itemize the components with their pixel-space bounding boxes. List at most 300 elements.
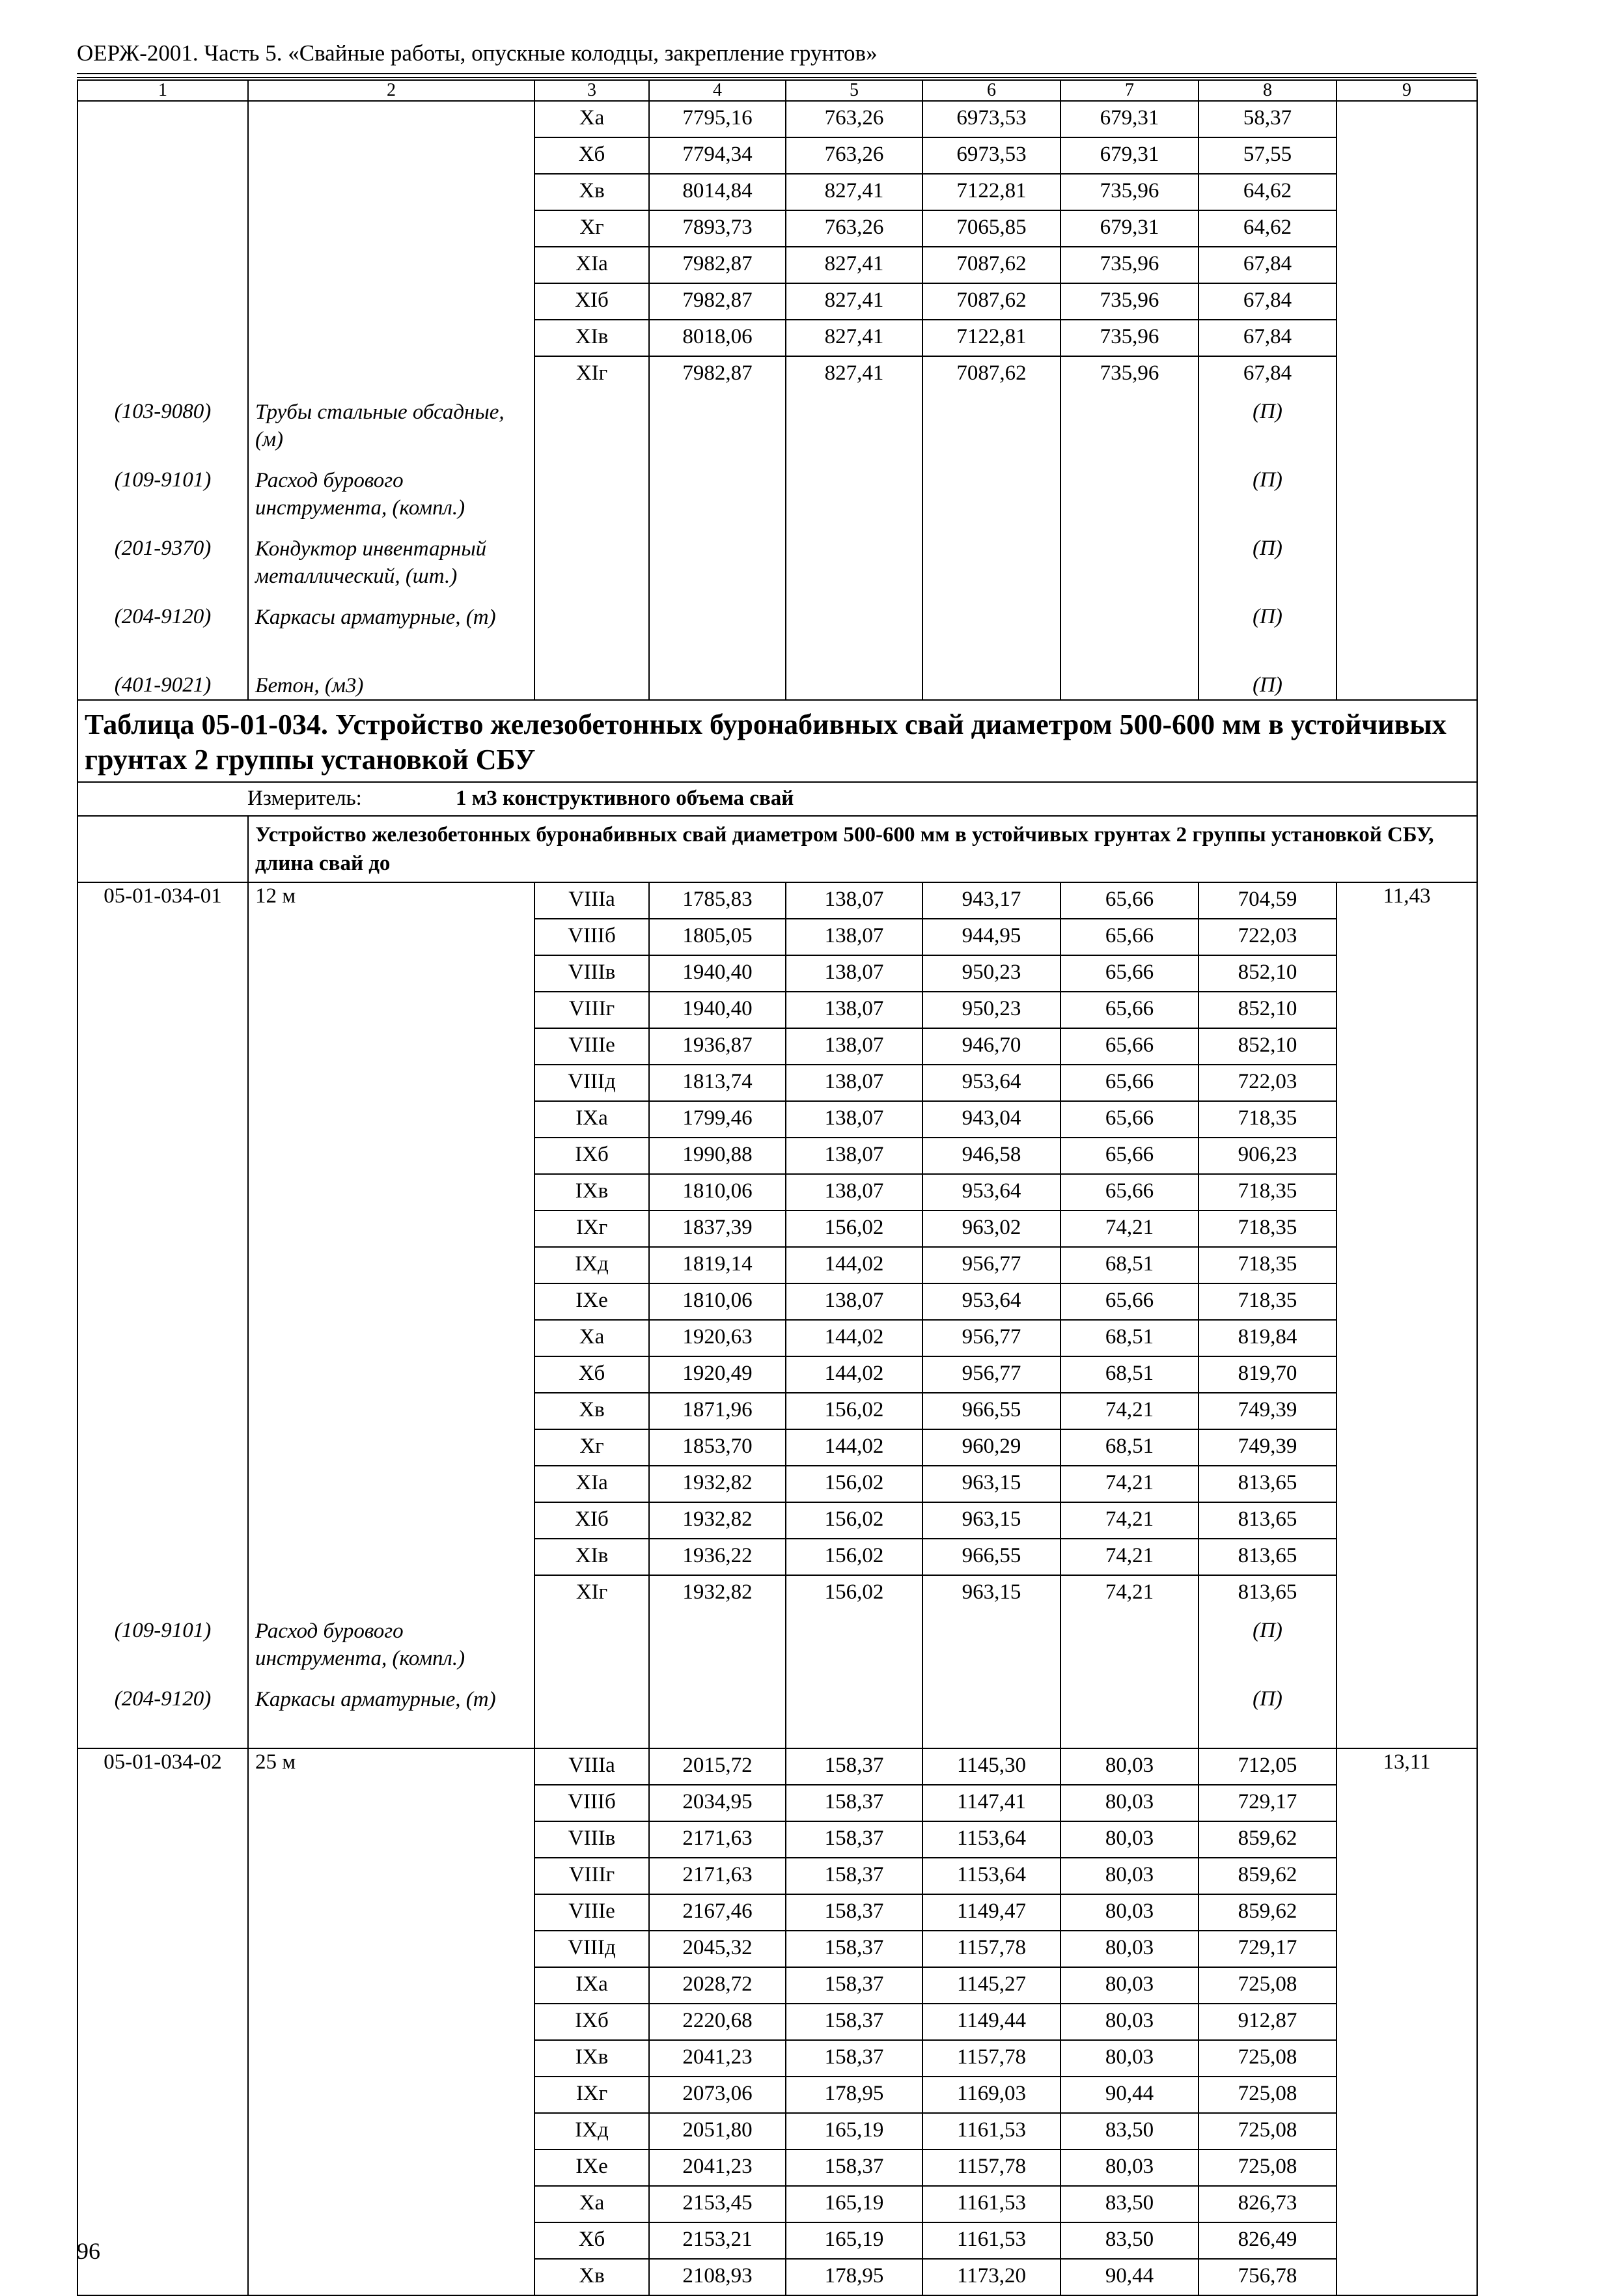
resource-name: Трубы стальные обсадные, (м) bbox=[248, 392, 534, 460]
empty-cell bbox=[1337, 992, 1477, 1028]
material-cost: 852,10 bbox=[1198, 1028, 1337, 1065]
machinist-wages: 80,03 bbox=[1060, 1858, 1198, 1894]
resource-mark: (П) bbox=[1198, 1679, 1337, 1748]
resource-code: (204-9120) bbox=[77, 597, 248, 665]
empty-cell bbox=[248, 1101, 534, 1138]
empty-cell bbox=[248, 1785, 534, 1821]
material-cost: 58,37 bbox=[1198, 101, 1337, 137]
empty-cell bbox=[77, 283, 248, 320]
empty-cell bbox=[248, 356, 534, 392]
material-cost: 813,65 bbox=[1198, 1575, 1337, 1611]
machine-cost: 1157,78 bbox=[922, 1931, 1060, 1967]
material-cost: 859,62 bbox=[1198, 1858, 1337, 1894]
header-rule-top bbox=[77, 73, 1476, 74]
table-title: Таблица 05-01-034. Устройство железобетонных буронабивных свай диаметром 500-600 мм в устойчивых грунтах 2 группы установкой СБУ bbox=[77, 700, 1477, 782]
rate-row bbox=[77, 919, 1477, 955]
soil-group: Xг bbox=[534, 1429, 649, 1466]
resource-code: (401-9021) bbox=[77, 665, 248, 700]
empty-cell bbox=[1337, 1611, 1477, 1679]
empty-cell bbox=[1337, 2077, 1477, 2113]
machine-cost: 1149,44 bbox=[922, 2004, 1060, 2040]
machine-cost: 7122,81 bbox=[922, 320, 1060, 356]
empty-cell bbox=[534, 665, 649, 700]
machine-cost: 963,15 bbox=[922, 1466, 1060, 1502]
measure-row bbox=[77, 782, 1477, 816]
direct-cost: 1810,06 bbox=[649, 1283, 786, 1320]
column-number: 4 bbox=[649, 80, 786, 101]
machinist-wages: 65,66 bbox=[1060, 955, 1198, 992]
material-cost: 725,08 bbox=[1198, 2149, 1337, 2186]
empty-cell bbox=[1060, 392, 1198, 460]
material-cost: 826,73 bbox=[1198, 2186, 1337, 2222]
resource-mark: (П) bbox=[1198, 1611, 1337, 1679]
material-cost: 725,08 bbox=[1198, 2040, 1337, 2077]
empty-cell bbox=[77, 1931, 248, 1967]
resource-name: Каркасы арматурные, (т) bbox=[248, 1679, 534, 1748]
soil-group: IXд bbox=[534, 1247, 649, 1283]
item-name: 12 м bbox=[248, 882, 534, 919]
empty-cell bbox=[1337, 1065, 1477, 1101]
empty-cell bbox=[922, 1611, 1060, 1679]
empty-cell bbox=[77, 2149, 248, 2186]
direct-cost: 1837,39 bbox=[649, 1211, 786, 1247]
empty-cell bbox=[1337, 460, 1477, 529]
column-number: 8 bbox=[1198, 80, 1337, 101]
material-cost: 718,35 bbox=[1198, 1211, 1337, 1247]
running-header: ОЕРЖ-2001. Часть 5. «Свайные работы, опускные колодцы, закрепление грунтов» bbox=[77, 40, 878, 66]
empty-cell bbox=[922, 529, 1060, 597]
soil-group: XIб bbox=[534, 283, 649, 320]
labor-wages: 156,02 bbox=[786, 1211, 922, 1247]
machine-cost: 7087,62 bbox=[922, 283, 1060, 320]
direct-cost: 2041,23 bbox=[649, 2040, 786, 2077]
empty-cell bbox=[1337, 1247, 1477, 1283]
empty-cell bbox=[1337, 1429, 1477, 1466]
rate-row bbox=[77, 174, 1477, 210]
column-number: 7 bbox=[1060, 80, 1198, 101]
empty-cell bbox=[248, 1502, 534, 1539]
rate-row bbox=[77, 1283, 1477, 1320]
empty-cell bbox=[1337, 174, 1477, 210]
empty-cell bbox=[1337, 1785, 1477, 1821]
soil-group: VIIIа bbox=[534, 1748, 649, 1785]
header-rule-bottom bbox=[77, 77, 1476, 78]
rate-row bbox=[77, 210, 1477, 247]
empty-cell bbox=[1337, 919, 1477, 955]
empty-cell bbox=[248, 1393, 534, 1429]
labor-wages: 144,02 bbox=[786, 1356, 922, 1393]
empty-cell bbox=[1337, 320, 1477, 356]
machine-cost: 1147,41 bbox=[922, 1785, 1060, 1821]
machinist-wages: 65,66 bbox=[1060, 882, 1198, 919]
machine-cost: 943,17 bbox=[922, 882, 1060, 919]
labor-wages: 138,07 bbox=[786, 1065, 922, 1101]
resource-mark: (П) bbox=[1198, 529, 1337, 597]
empty-cell bbox=[77, 1858, 248, 1894]
rates-table-body bbox=[77, 80, 1477, 2295]
empty-cell bbox=[77, 816, 248, 882]
empty-cell bbox=[248, 1967, 534, 2004]
soil-group: Xб bbox=[534, 137, 649, 174]
empty-cell bbox=[77, 1211, 248, 1247]
soil-group: XIг bbox=[534, 356, 649, 392]
direct-cost: 1853,70 bbox=[649, 1429, 786, 1466]
material-cost: 749,39 bbox=[1198, 1429, 1337, 1466]
empty-cell bbox=[77, 1429, 248, 1466]
rate-row bbox=[77, 1138, 1477, 1174]
direct-cost: 1813,74 bbox=[649, 1065, 786, 1101]
empty-cell bbox=[248, 320, 534, 356]
soil-group: IXа bbox=[534, 1101, 649, 1138]
empty-cell bbox=[786, 665, 922, 700]
labor-wages: 158,37 bbox=[786, 1748, 922, 1785]
rates-table bbox=[77, 79, 1478, 2296]
rate-row bbox=[77, 2186, 1477, 2222]
empty-cell bbox=[77, 174, 248, 210]
empty-cell bbox=[77, 2004, 248, 2040]
labor-wages: 138,07 bbox=[786, 1101, 922, 1138]
direct-cost: 2034,95 bbox=[649, 1785, 786, 1821]
empty-cell bbox=[534, 1679, 649, 1748]
empty-cell bbox=[77, 1247, 248, 1283]
direct-cost: 1940,40 bbox=[649, 955, 786, 992]
empty-cell bbox=[77, 2222, 248, 2259]
direct-cost: 1932,82 bbox=[649, 1466, 786, 1502]
machinist-wages: 80,03 bbox=[1060, 1967, 1198, 2004]
direct-cost: 2051,80 bbox=[649, 2113, 786, 2149]
rate-row bbox=[77, 1575, 1477, 1611]
empty-cell bbox=[77, 1393, 248, 1429]
labor-wages: 165,19 bbox=[786, 2186, 922, 2222]
column-number-row bbox=[77, 80, 1477, 101]
machinist-wages: 80,03 bbox=[1060, 2040, 1198, 2077]
machinist-wages: 65,66 bbox=[1060, 1174, 1198, 1211]
material-cost: 718,35 bbox=[1198, 1283, 1337, 1320]
machine-cost: 1153,64 bbox=[922, 1858, 1060, 1894]
empty-cell bbox=[1337, 1894, 1477, 1931]
column-number: 3 bbox=[534, 80, 649, 101]
machinist-wages: 80,03 bbox=[1060, 2004, 1198, 2040]
empty-cell bbox=[1337, 2004, 1477, 2040]
material-cost: 906,23 bbox=[1198, 1138, 1337, 1174]
resource-mark: (П) bbox=[1198, 460, 1337, 529]
empty-cell bbox=[248, 1247, 534, 1283]
empty-cell bbox=[248, 137, 534, 174]
rates-table-container bbox=[77, 79, 1476, 2296]
direct-cost: 7795,16 bbox=[649, 101, 786, 137]
item-code: 05-01-034-01 bbox=[77, 882, 248, 919]
soil-group: Xа bbox=[534, 1320, 649, 1356]
machinist-wages: 80,03 bbox=[1060, 1894, 1198, 1931]
machinist-wages: 83,50 bbox=[1060, 2222, 1198, 2259]
rate-row bbox=[77, 2222, 1477, 2259]
empty-cell bbox=[1337, 1967, 1477, 2004]
rate-row bbox=[77, 1502, 1477, 1539]
machine-cost: 953,64 bbox=[922, 1174, 1060, 1211]
soil-group: VIIIе bbox=[534, 1894, 649, 1931]
rate-row bbox=[77, 992, 1477, 1028]
empty-cell bbox=[649, 1679, 786, 1748]
machinist-wages: 68,51 bbox=[1060, 1356, 1198, 1393]
measure-cell bbox=[77, 782, 1477, 816]
empty-cell bbox=[1060, 1679, 1198, 1748]
machinist-wages: 80,03 bbox=[1060, 2149, 1198, 2186]
empty-cell bbox=[1337, 1575, 1477, 1611]
machinist-wages: 74,21 bbox=[1060, 1575, 1198, 1611]
machinist-wages: 90,44 bbox=[1060, 2259, 1198, 2295]
empty-cell bbox=[1337, 247, 1477, 283]
resource-row bbox=[77, 1679, 1477, 1748]
soil-group: IXб bbox=[534, 2004, 649, 2040]
material-cost: 859,62 bbox=[1198, 1821, 1337, 1858]
empty-cell bbox=[1337, 1138, 1477, 1174]
empty-cell bbox=[77, 1174, 248, 1211]
resource-row bbox=[77, 529, 1477, 597]
empty-cell bbox=[1337, 1101, 1477, 1138]
machinist-wages: 65,66 bbox=[1060, 992, 1198, 1028]
machine-cost: 950,23 bbox=[922, 992, 1060, 1028]
direct-cost: 1805,05 bbox=[649, 919, 786, 955]
empty-cell bbox=[248, 1575, 534, 1611]
empty-cell bbox=[1337, 1821, 1477, 1858]
labor-wages: 138,07 bbox=[786, 882, 922, 919]
direct-cost: 7982,87 bbox=[649, 283, 786, 320]
material-cost: 819,70 bbox=[1198, 1356, 1337, 1393]
soil-group: IXв bbox=[534, 2040, 649, 2077]
empty-cell bbox=[1337, 955, 1477, 992]
rate-row bbox=[77, 1101, 1477, 1138]
labor-wages: 178,95 bbox=[786, 2259, 922, 2295]
machinist-wages: 65,66 bbox=[1060, 1283, 1198, 1320]
machine-cost: 956,77 bbox=[922, 1356, 1060, 1393]
material-cost: 64,62 bbox=[1198, 174, 1337, 210]
empty-cell bbox=[922, 1679, 1060, 1748]
labor-wages: 138,07 bbox=[786, 992, 922, 1028]
soil-group: Xв bbox=[534, 1393, 649, 1429]
labor-wages: 138,07 bbox=[786, 1028, 922, 1065]
empty-cell bbox=[1337, 2113, 1477, 2149]
rate-row bbox=[77, 1466, 1477, 1502]
empty-cell bbox=[77, 1320, 248, 1356]
empty-cell bbox=[248, 1320, 534, 1356]
soil-group: IXг bbox=[534, 1211, 649, 1247]
material-cost: 722,03 bbox=[1198, 1065, 1337, 1101]
empty-cell bbox=[1337, 665, 1477, 700]
empty-cell bbox=[77, 992, 248, 1028]
material-cost: 859,62 bbox=[1198, 1894, 1337, 1931]
empty-cell bbox=[248, 210, 534, 247]
machine-cost: 6973,53 bbox=[922, 137, 1060, 174]
empty-cell bbox=[1337, 137, 1477, 174]
empty-cell bbox=[77, 1821, 248, 1858]
material-cost: 852,10 bbox=[1198, 955, 1337, 992]
resource-row bbox=[77, 597, 1477, 665]
machinist-wages: 74,21 bbox=[1060, 1502, 1198, 1539]
empty-cell bbox=[77, 2186, 248, 2222]
material-cost: 67,84 bbox=[1198, 356, 1337, 392]
machine-cost: 1161,53 bbox=[922, 2186, 1060, 2222]
material-cost: 712,05 bbox=[1198, 1748, 1337, 1785]
empty-cell bbox=[77, 1065, 248, 1101]
measure-value: 1 м3 конструктивного объема свай bbox=[456, 787, 794, 810]
machinist-wages: 735,96 bbox=[1060, 174, 1198, 210]
empty-cell bbox=[248, 1466, 534, 1502]
empty-cell bbox=[786, 460, 922, 529]
rate-row bbox=[77, 955, 1477, 992]
material-cost: 67,84 bbox=[1198, 283, 1337, 320]
empty-cell bbox=[1337, 1283, 1477, 1320]
rate-row bbox=[77, 1967, 1477, 2004]
empty-cell bbox=[77, 1785, 248, 1821]
empty-cell bbox=[77, 2077, 248, 2113]
soil-group: VIIIе bbox=[534, 1028, 649, 1065]
empty-cell bbox=[77, 247, 248, 283]
empty-cell bbox=[248, 2040, 534, 2077]
empty-cell bbox=[922, 392, 1060, 460]
machinist-wages: 80,03 bbox=[1060, 1821, 1198, 1858]
empty-cell bbox=[77, 210, 248, 247]
rate-row bbox=[77, 1931, 1477, 1967]
empty-cell bbox=[1337, 1174, 1477, 1211]
resource-code: (201-9370) bbox=[77, 529, 248, 597]
page-number: 96 bbox=[77, 2238, 100, 2264]
rate-row bbox=[77, 2004, 1477, 2040]
labor-wages: 144,02 bbox=[786, 1320, 922, 1356]
empty-cell bbox=[77, 1101, 248, 1138]
rate-row bbox=[77, 320, 1477, 356]
direct-cost: 7982,87 bbox=[649, 356, 786, 392]
empty-cell bbox=[649, 529, 786, 597]
table-subtitle: Устройство железобетонных буронабивных свай диаметром 500-600 мм в устойчивых грунтах 2 группы установкой СБУ, длина свай до bbox=[248, 816, 1477, 882]
labor-wages: 138,07 bbox=[786, 955, 922, 992]
machine-cost: 966,55 bbox=[922, 1393, 1060, 1429]
empty-cell bbox=[1337, 1320, 1477, 1356]
item-name: 25 м bbox=[248, 1748, 534, 1785]
machinist-wages: 74,21 bbox=[1060, 1539, 1198, 1575]
labor-hours: 13,11 bbox=[1337, 1748, 1477, 1785]
column-number: 2 bbox=[248, 80, 534, 101]
empty-cell bbox=[77, 356, 248, 392]
machine-cost: 1145,27 bbox=[922, 1967, 1060, 2004]
soil-group: XIв bbox=[534, 1539, 649, 1575]
machine-cost: 1169,03 bbox=[922, 2077, 1060, 2113]
empty-cell bbox=[786, 1679, 922, 1748]
labor-wages: 138,07 bbox=[786, 1138, 922, 1174]
resource-code: (109-9101) bbox=[77, 1611, 248, 1679]
empty-cell bbox=[77, 1502, 248, 1539]
material-cost: 704,59 bbox=[1198, 882, 1337, 919]
direct-cost: 8014,84 bbox=[649, 174, 786, 210]
machine-cost: 1157,78 bbox=[922, 2149, 1060, 2186]
machine-cost: 7065,85 bbox=[922, 210, 1060, 247]
material-cost: 725,08 bbox=[1198, 2113, 1337, 2149]
resource-code: (103-9080) bbox=[77, 392, 248, 460]
material-cost: 813,65 bbox=[1198, 1466, 1337, 1502]
rate-row bbox=[77, 1174, 1477, 1211]
material-cost: 912,87 bbox=[1198, 2004, 1337, 2040]
direct-cost: 1785,83 bbox=[649, 882, 786, 919]
empty-cell bbox=[649, 665, 786, 700]
machine-cost: 966,55 bbox=[922, 1539, 1060, 1575]
resource-name: Бетон, (м3) bbox=[248, 665, 534, 700]
empty-cell bbox=[248, 1283, 534, 1320]
soil-group: VIIIг bbox=[534, 992, 649, 1028]
empty-cell bbox=[786, 597, 922, 665]
empty-cell bbox=[248, 2113, 534, 2149]
rate-row bbox=[77, 1821, 1477, 1858]
column-number: 9 bbox=[1337, 80, 1477, 101]
machine-cost: 946,70 bbox=[922, 1028, 1060, 1065]
rate-row bbox=[77, 2077, 1477, 2113]
direct-cost: 1871,96 bbox=[649, 1393, 786, 1429]
soil-group: VIIIб bbox=[534, 1785, 649, 1821]
empty-cell bbox=[922, 460, 1060, 529]
machinist-wages: 65,66 bbox=[1060, 1101, 1198, 1138]
empty-cell bbox=[77, 2113, 248, 2149]
labor-wages: 158,37 bbox=[786, 1967, 922, 2004]
direct-cost: 8018,06 bbox=[649, 320, 786, 356]
empty-cell bbox=[1337, 2222, 1477, 2259]
labor-wages: 144,02 bbox=[786, 1429, 922, 1466]
machine-cost: 963,15 bbox=[922, 1575, 1060, 1611]
empty-cell bbox=[786, 1611, 922, 1679]
resource-mark: (П) bbox=[1198, 597, 1337, 665]
empty-cell bbox=[77, 1356, 248, 1393]
labor-wages: 158,37 bbox=[786, 2149, 922, 2186]
rate-row bbox=[77, 2259, 1477, 2295]
machinist-wages: 65,66 bbox=[1060, 919, 1198, 955]
rate-row bbox=[77, 882, 1477, 919]
labor-wages: 827,41 bbox=[786, 174, 922, 210]
labor-wages: 156,02 bbox=[786, 1393, 922, 1429]
soil-group: VIIIв bbox=[534, 955, 649, 992]
resource-mark: (П) bbox=[1198, 392, 1337, 460]
empty-cell bbox=[77, 1283, 248, 1320]
empty-cell bbox=[77, 1138, 248, 1174]
machinist-wages: 80,03 bbox=[1060, 1931, 1198, 1967]
labor-wages: 144,02 bbox=[786, 1247, 922, 1283]
empty-cell bbox=[77, 320, 248, 356]
rate-row bbox=[77, 283, 1477, 320]
empty-cell bbox=[534, 529, 649, 597]
material-cost: 67,84 bbox=[1198, 320, 1337, 356]
material-cost: 67,84 bbox=[1198, 247, 1337, 283]
machine-cost: 956,77 bbox=[922, 1320, 1060, 1356]
empty-cell bbox=[1060, 665, 1198, 700]
column-number: 5 bbox=[786, 80, 922, 101]
empty-cell bbox=[77, 1967, 248, 2004]
rate-row bbox=[77, 1858, 1477, 1894]
machine-cost: 953,64 bbox=[922, 1283, 1060, 1320]
labor-wages: 178,95 bbox=[786, 2077, 922, 2113]
resource-row bbox=[77, 460, 1477, 529]
empty-cell bbox=[649, 597, 786, 665]
empty-cell bbox=[786, 529, 922, 597]
soil-group: IXб bbox=[534, 1138, 649, 1174]
soil-group: Xа bbox=[534, 2186, 649, 2222]
empty-cell bbox=[248, 101, 534, 137]
direct-cost: 2171,63 bbox=[649, 1858, 786, 1894]
empty-cell bbox=[534, 1611, 649, 1679]
empty-cell bbox=[248, 247, 534, 283]
rate-row bbox=[77, 1028, 1477, 1065]
machine-cost: 963,02 bbox=[922, 1211, 1060, 1247]
machinist-wages: 735,96 bbox=[1060, 247, 1198, 283]
machine-cost: 1153,64 bbox=[922, 1821, 1060, 1858]
resource-code: (109-9101) bbox=[77, 460, 248, 529]
direct-cost: 7794,34 bbox=[649, 137, 786, 174]
empty-cell bbox=[77, 2259, 248, 2295]
